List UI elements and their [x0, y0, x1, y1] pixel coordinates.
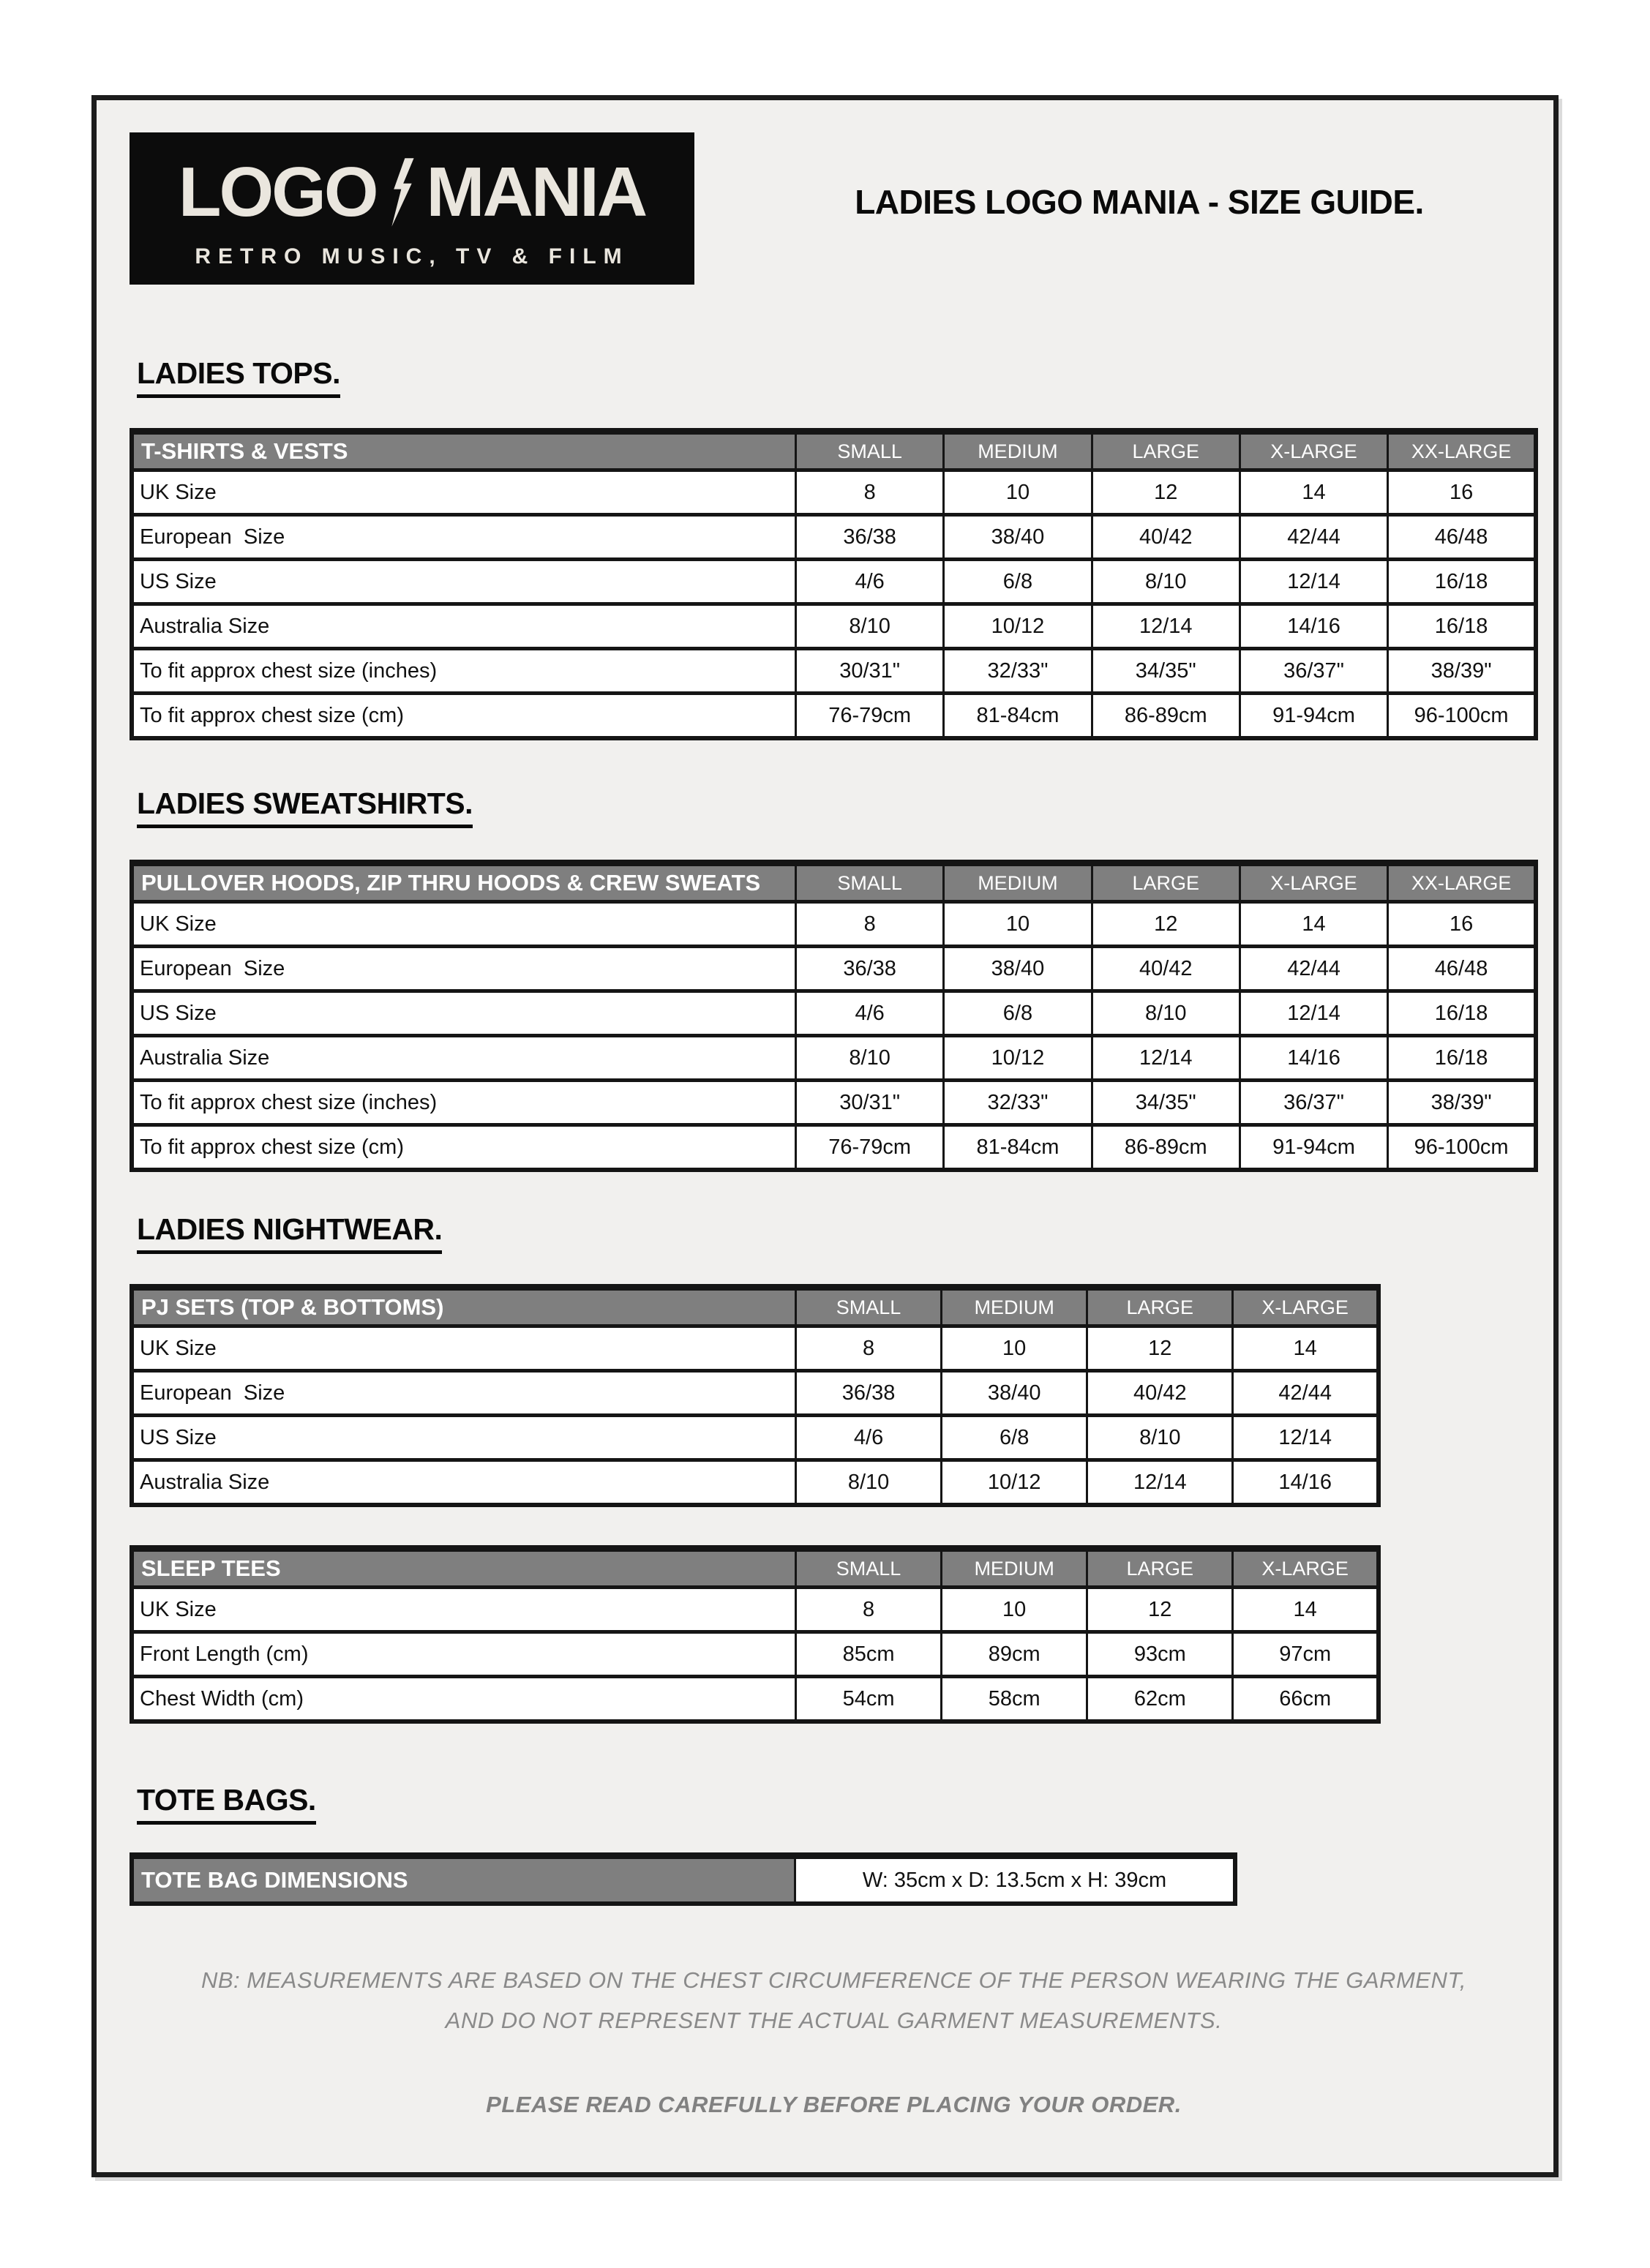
- logo-mania-logo: [130, 132, 694, 285]
- value-cell: 16: [1388, 902, 1536, 947]
- row-label-cell: Front Length (cm): [132, 1632, 796, 1677]
- table-header-row: [132, 1549, 1379, 1588]
- size-header-cell: MEDIUM: [942, 1549, 1087, 1588]
- logo-wordmark: [179, 148, 645, 237]
- size-header-cell: LARGE: [1087, 1288, 1233, 1326]
- value-cell: 12/14: [1092, 1036, 1240, 1081]
- value-cell: 42/44: [1240, 947, 1387, 991]
- value-cell: 8/10: [1092, 991, 1240, 1036]
- value-cell: 85cm: [796, 1632, 942, 1677]
- row-label-cell: European Size: [132, 947, 796, 991]
- lightning-bolt-icon: [389, 148, 415, 237]
- logo-word-logo: LOGO: [178, 153, 377, 231]
- value-cell: 32/33": [944, 649, 1092, 694]
- value-cell: 34/35": [1092, 1081, 1240, 1125]
- value-cell: 10: [944, 470, 1092, 515]
- value-cell: 16: [1388, 470, 1536, 515]
- bordered-sheet: [91, 95, 1559, 2177]
- row-label-cell: US Size: [132, 991, 796, 1036]
- row-label-cell: To fit approx chest size (cm): [132, 694, 796, 739]
- section-heading-ladies-nightwear: LADIES NIGHTWEAR.: [137, 1212, 442, 1254]
- size-header-cell: SMALL: [796, 863, 944, 902]
- footer-note-line2: AND DO NOT REPRESENT THE ACTUAL GARMENT MEASUREMENTS.: [445, 2008, 1223, 2033]
- value-cell: 12/14: [1092, 604, 1240, 649]
- value-cell: 54cm: [796, 1677, 942, 1722]
- value-cell: 40/42: [1087, 1371, 1233, 1416]
- size-header-cell: LARGE: [1092, 432, 1240, 470]
- value-cell: 42/44: [1233, 1371, 1379, 1416]
- table-row: [132, 560, 1536, 604]
- row-label-cell: European Size: [132, 1371, 796, 1416]
- value-cell: 96-100cm: [1388, 1125, 1536, 1171]
- row-label-cell: UK Size: [132, 1326, 796, 1371]
- table-row: [132, 1856, 1235, 1904]
- value-cell: 38/40: [944, 947, 1092, 991]
- row-label-cell: UK Size: [132, 902, 796, 947]
- value-cell: 46/48: [1388, 947, 1536, 991]
- value-cell: 10/12: [944, 604, 1092, 649]
- value-cell: 40/42: [1092, 947, 1240, 991]
- value-cell: 96-100cm: [1388, 694, 1536, 739]
- section-heading-ladies-tops: LADIES TOPS.: [137, 356, 340, 398]
- footer-note-line1: NB: MEASUREMENTS ARE BASED ON THE CHEST CIRCUMFERENCE OF THE PERSON WEARING THE GARMENT,: [200, 1967, 1467, 1993]
- table-row: [132, 470, 1536, 515]
- value-cell: 16/18: [1388, 1036, 1536, 1081]
- size-header-cell: MEDIUM: [944, 432, 1092, 470]
- table-title-cell: SLEEP TEES: [132, 1549, 796, 1588]
- table-row: [132, 947, 1536, 991]
- size-header-cell: MEDIUM: [942, 1288, 1087, 1326]
- table-row: [132, 1371, 1379, 1416]
- value-cell: 4/6: [796, 560, 944, 604]
- logo-tagline: RETRO MUSIC, TV & FILM: [195, 244, 629, 269]
- table-row: [132, 604, 1536, 649]
- value-cell: 38/40: [944, 515, 1092, 560]
- row-label-cell: Australia Size: [132, 604, 796, 649]
- row-label-cell: Australia Size: [132, 1460, 796, 1506]
- size-header-cell: SMALL: [796, 1288, 942, 1326]
- value-cell: 46/48: [1388, 515, 1536, 560]
- table-title-cell: PJ SETS (TOP & BOTTOMS): [132, 1288, 796, 1326]
- table-row: [132, 1036, 1536, 1081]
- value-cell: 12: [1087, 1588, 1233, 1632]
- pullover-hoods-table: [130, 860, 1538, 1172]
- value-cell: 4/6: [796, 1416, 942, 1460]
- value-cell: 12: [1092, 470, 1240, 515]
- pj-sets-table: [130, 1284, 1381, 1507]
- table-title-cell: T-SHIRTS & VESTS: [132, 432, 796, 470]
- value-cell: 12/14: [1240, 560, 1387, 604]
- value-cell: 42/44: [1240, 515, 1387, 560]
- table-row: [132, 515, 1536, 560]
- row-label-cell: UK Size: [132, 1588, 796, 1632]
- value-cell: 58cm: [942, 1677, 1087, 1722]
- table-row: [132, 1588, 1379, 1632]
- table-row: [132, 1677, 1379, 1722]
- value-cell: 89cm: [942, 1632, 1087, 1677]
- value-cell: 8: [796, 902, 944, 947]
- row-label-cell: Australia Size: [132, 1036, 796, 1081]
- tote-bag-table: [130, 1852, 1237, 1906]
- section-heading-tote-bags: TOTE BAGS.: [137, 1783, 316, 1825]
- table-header-row: [132, 1288, 1379, 1326]
- value-cell: 8/10: [1087, 1416, 1233, 1460]
- size-header-cell: LARGE: [1087, 1549, 1233, 1588]
- value-cell: 38/40: [942, 1371, 1087, 1416]
- value-cell: 36/38: [796, 515, 944, 560]
- value-cell: 30/31": [796, 649, 944, 694]
- value-cell: 10/12: [944, 1036, 1092, 1081]
- table-row: [132, 1416, 1379, 1460]
- value-cell: 38/39": [1388, 1081, 1536, 1125]
- size-header-cell: XX-LARGE: [1388, 863, 1536, 902]
- value-cell: 12/14: [1233, 1416, 1379, 1460]
- value-cell: 93cm: [1087, 1632, 1233, 1677]
- row-label-cell: US Size: [132, 560, 796, 604]
- value-cell: 8: [796, 1326, 942, 1371]
- value-cell: 91-94cm: [1240, 694, 1387, 739]
- size-header-cell: X-LARGE: [1240, 432, 1387, 470]
- footer-warning: PLEASE READ CAREFULLY BEFORE PLACING YOUR ORDER.: [486, 2092, 1182, 2117]
- size-header-cell: X-LARGE: [1233, 1549, 1379, 1588]
- size-header-cell: LARGE: [1092, 863, 1240, 902]
- table-row: [132, 694, 1536, 739]
- size-header-cell: XX-LARGE: [1388, 432, 1536, 470]
- value-cell: 10: [944, 902, 1092, 947]
- value-cell: 8: [796, 470, 944, 515]
- value-cell: 14: [1233, 1326, 1379, 1371]
- size-header-cell: X-LARGE: [1240, 863, 1387, 902]
- table-title-cell: PULLOVER HOODS, ZIP THRU HOODS & CREW SWEATS: [132, 863, 796, 902]
- value-cell: 4/6: [796, 991, 944, 1036]
- value-cell: 81-84cm: [944, 1125, 1092, 1171]
- value-cell: 32/33": [944, 1081, 1092, 1125]
- row-label-cell: European Size: [132, 515, 796, 560]
- size-header-cell: SMALL: [796, 1549, 942, 1588]
- value-cell: 38/39": [1388, 649, 1536, 694]
- value-cell: 40/42: [1092, 515, 1240, 560]
- value-cell: 8: [796, 1588, 942, 1632]
- value-cell: 12: [1092, 902, 1240, 947]
- table-row: [132, 1326, 1379, 1371]
- value-cell: 12/14: [1240, 991, 1387, 1036]
- value-cell: 14/16: [1233, 1460, 1379, 1506]
- value-cell: 8/10: [796, 1036, 944, 1081]
- value-cell: 12/14: [1087, 1460, 1233, 1506]
- value-cell: 76-79cm: [796, 694, 944, 739]
- value-cell: 10: [942, 1588, 1087, 1632]
- value-cell: 62cm: [1087, 1677, 1233, 1722]
- value-cell: 86-89cm: [1092, 1125, 1240, 1171]
- value-cell: 12: [1087, 1326, 1233, 1371]
- row-label-cell: To fit approx chest size (inches): [132, 1081, 796, 1125]
- row-label-cell: Chest Width (cm): [132, 1677, 796, 1722]
- value-cell: 36/37": [1240, 649, 1387, 694]
- table-row: [132, 902, 1536, 947]
- tshirts-vests-table: [130, 428, 1538, 740]
- table-row: [132, 1632, 1379, 1677]
- table-row: [132, 1081, 1536, 1125]
- value-cell: 10/12: [942, 1460, 1087, 1506]
- value-cell: 14: [1240, 470, 1387, 515]
- page-title: LADIES LOGO MANIA - SIZE GUIDE.: [855, 183, 1424, 221]
- value-cell: 76-79cm: [796, 1125, 944, 1171]
- table-row: [132, 649, 1536, 694]
- value-cell: 6/8: [944, 560, 1092, 604]
- value-cell: 14: [1233, 1588, 1379, 1632]
- value-cell: 16/18: [1388, 991, 1536, 1036]
- value-cell: 66cm: [1233, 1677, 1379, 1722]
- tote-label-cell: TOTE BAG DIMENSIONS: [132, 1856, 795, 1904]
- sleep-tees-table: [130, 1545, 1381, 1724]
- value-cell: 14/16: [1240, 604, 1387, 649]
- value-cell: 14/16: [1240, 1036, 1387, 1081]
- value-cell: 86-89cm: [1092, 694, 1240, 739]
- value-cell: 34/35": [1092, 649, 1240, 694]
- row-label-cell: To fit approx chest size (cm): [132, 1125, 796, 1171]
- table-row: [132, 1125, 1536, 1171]
- size-header-cell: SMALL: [796, 432, 944, 470]
- row-label-cell: US Size: [132, 1416, 796, 1460]
- value-cell: 91-94cm: [1240, 1125, 1387, 1171]
- section-heading-ladies-sweatshirts: LADIES SWEATSHIRTS.: [137, 786, 473, 828]
- value-cell: 16/18: [1388, 604, 1536, 649]
- value-cell: 8/10: [796, 604, 944, 649]
- table-header-row: [132, 863, 1536, 902]
- row-label-cell: UK Size: [132, 470, 796, 515]
- logo-word-mania: MANIA: [426, 153, 646, 231]
- table-row: [132, 991, 1536, 1036]
- value-cell: 10: [942, 1326, 1087, 1371]
- row-label-cell: To fit approx chest size (inches): [132, 649, 796, 694]
- value-cell: 8/10: [1092, 560, 1240, 604]
- value-cell: 36/37": [1240, 1081, 1387, 1125]
- size-header-cell: MEDIUM: [944, 863, 1092, 902]
- table-row: [132, 1460, 1379, 1506]
- value-cell: 6/8: [944, 991, 1092, 1036]
- value-cell: 30/31": [796, 1081, 944, 1125]
- size-header-cell: X-LARGE: [1233, 1288, 1379, 1326]
- value-cell: 97cm: [1233, 1632, 1379, 1677]
- table-header-row: [132, 432, 1536, 470]
- value-cell: 81-84cm: [944, 694, 1092, 739]
- value-cell: 14: [1240, 902, 1387, 947]
- value-cell: 16/18: [1388, 560, 1536, 604]
- value-cell: 8/10: [796, 1460, 942, 1506]
- value-cell: 6/8: [942, 1416, 1087, 1460]
- value-cell: 36/38: [796, 1371, 942, 1416]
- value-cell: 36/38: [796, 947, 944, 991]
- tote-value-cell: W: 35cm x D: 13.5cm x H: 39cm: [795, 1856, 1236, 1904]
